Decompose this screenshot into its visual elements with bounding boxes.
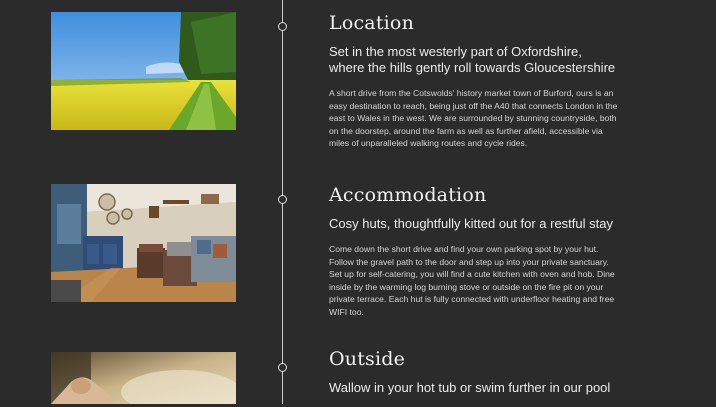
accommodation-photo — [51, 184, 236, 302]
section-body: Come down the short drive and find your own parking spot by your hut. Follow the gravel path to the door and step up into your private sanctuary. Set up for self-catering, you will find a cute kitchen with oven and hob. Dine inside by the warming log burning stove or outside on the fire pit on your private terrace. Each hut is fully connected with underfloor heating and free WIFI too. — [329, 244, 615, 317]
section-subtitle: Wallow in your hot tub or swim further in our pool — [329, 380, 611, 395]
section-title: Location — [329, 12, 415, 34]
timeline-dot-accommodation — [278, 195, 287, 204]
section-title: Outside — [329, 348, 406, 370]
outside-photo — [51, 352, 236, 404]
outdoor-bath-image — [51, 352, 236, 404]
section-body: A short drive from the Cotswolds' history market town of Burford, ours is an easy destination to reach, being just off the A40 that connects London in the east to Wales in the west. We are surrounded by stunning countryside, both on the doorstep, around the farm as well as further afield, accessible via miles of unparalleled walking routes and cycle rides. — [329, 88, 618, 149]
timeline-dot-location — [278, 22, 287, 31]
section-title: Accommodation — [329, 184, 487, 206]
timeline-dot-outside — [278, 363, 287, 372]
section-subtitle: Set in the most westerly part of Oxfordshire, where the hills gently roll towards Gloucestershire — [329, 44, 616, 75]
location-section — [329, 12, 619, 150]
section-subtitle: Cosy huts, thoughtfully kitted out for a restful stay — [329, 216, 613, 231]
outside-section — [329, 348, 619, 407]
location-photo — [51, 12, 236, 130]
hut-interior-image — [51, 184, 236, 302]
rapeseed-field-image — [51, 12, 236, 130]
accommodation-section — [329, 184, 619, 319]
